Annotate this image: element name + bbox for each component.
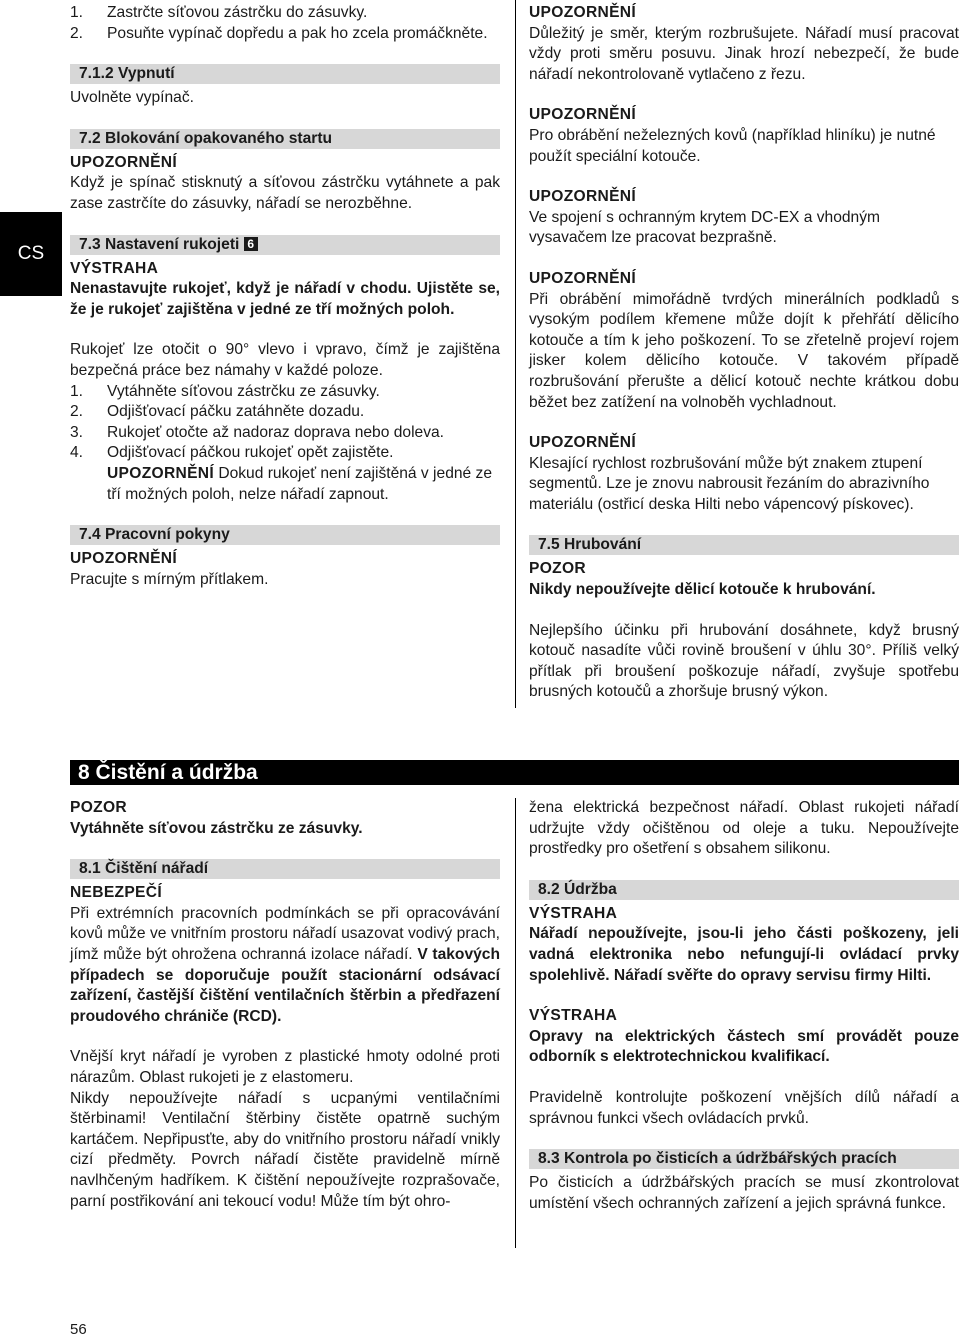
notice-label: UPOZORNĚNÍ (529, 106, 636, 124)
paragraph: Pravidelně kontrolujte poškození vnějších dílů nářadí a správnou funkci všech ovládacích prvků. (529, 1088, 959, 1127)
section-heading-8-3: 8.3 Kontrola po čisticích a údržbářských pracích (529, 1149, 959, 1169)
switch-on-steps (70, 3, 500, 44)
paragraph: žena elektrická bezpečnost nářadí. Oblast rukojeti nářadí udržujte vždy očištěnou od oleje a tuku. Nepoužívejte prostředky pro ošetření s obsahem silikonu. (529, 799, 959, 858)
column-divider-top (515, 0, 516, 708)
paragraph: Nikdy nepoužívejte nářadí s ucpanými ventilačními štěrbinami! Ventilační štěrbiny čistěte opatrně suchým kartáčem. Nepřipusťte, aby do vnitřního prostoru nářadí vnikly cizí předměty. Povrch nářadí čistěte pravidelně mírně navlhčeným hadříkem. K čištění nepoužívejte rozprašovače, parní postřikování ani tekoucí vodu! Může tím být ohro- (70, 1089, 500, 1210)
warning-text: Nikdy nepoužívejte dělicí kotouče k hrubování. (529, 581, 876, 599)
danger-label: NEBEZPEČÍ (70, 884, 162, 902)
right-column-top (529, 3, 959, 723)
section-heading-7-5: 7.5 Hrubování (529, 535, 959, 555)
handle-note: UPOZORNĚNÍ Dokud rukojeť není zajištěná v jedné ze tří možných poloh, nelze nářadí zapnout. (107, 464, 493, 503)
paragraph: Ve spojení s ochranným krytem DC-EX a vhodným vysavačem lze pracovat bezprašně. (529, 208, 881, 247)
list-item: 1. Zastrčte síťovou zástrčku do zásuvky. (70, 4, 368, 21)
warning-text: Nářadí nepoužívejte, jsou-li jeho části poškozeny, jeli vadná elektronika nebo nefungují-li ovládací prvky spolehlivě. Nářadí svěřte do opravy servisu firmy Hilti. (529, 925, 959, 984)
section-heading-7-4: 7.4 Pracovní pokyny (70, 525, 500, 545)
language-tab: CS (0, 212, 62, 296)
list-item: 3. Rukojeť otočte až nadoraz doprava nebo doleva. (70, 423, 445, 441)
notice-label: UPOZORNĚNÍ (529, 188, 636, 206)
warning-text: Nenastavujte rukojeť, když je nářadí v chodu. Ujistěte se, že je rukojeť zajištěna v jedné ze tří možných poloh. (70, 280, 500, 318)
list-item: 2. Posuňte vypínač dopředu a pak ho zcela promáčkněte. (70, 24, 488, 42)
paragraph: Pro obrábění neželezných kovů (například hliníku) je nutné použít speciální kotouče. (529, 126, 936, 165)
list-item: 4. Odjišťovací páčkou rukojeť opět zajistěte. (70, 444, 394, 462)
section-heading-7-2: 7.2 Blokování opakovaného startu (70, 129, 500, 149)
figure-reference-icon: 6 (244, 237, 258, 251)
paragraph: Pracujte s mírným přítlakem. (70, 570, 269, 588)
section-heading-8-1: 8.1 Čištění nářadí (70, 859, 500, 879)
warning-label: VÝSTRAHA (70, 259, 159, 277)
warning-text: Opravy na elektrických částech smí provádět pouze odborník s elektrotechnickou kvalifikací. (529, 1027, 959, 1066)
section-heading-7-1-2: 7.1.2 Vypnutí (70, 64, 500, 84)
paragraph: Vnější kryt nářadí je vyroben z plastické hmoty odolné proti nárazům. Oblast rukojeti je z elastomeru. (70, 1048, 500, 1086)
page-number: 56 (70, 1321, 87, 1338)
handle-steps (70, 382, 500, 464)
list-item: 1. Vytáhněte síťovou zástrčku ze zásuvky. (70, 382, 380, 400)
warning-label: VÝSTRAHA (529, 904, 618, 922)
warning-text: Vytáhněte síťovou zástrčku ze zásuvky. (70, 819, 363, 837)
column-divider-bottom (515, 798, 516, 1248)
caution-label: POZOR (529, 560, 586, 578)
section-heading-7-3: 7.3 Nastavení rukojeti 6 (70, 235, 500, 255)
paragraph: Důležitý je směr, kterým rozbrušujete. Nářadí musí pracovat vždy proti směru posuvu. Jinak hrozí nebezpečí, že bude nářadí nekontrolovaně vytlačeno z řezu. (529, 24, 959, 83)
notice-label: UPOZORNĚNÍ (529, 434, 636, 452)
caution-label: POZOR (70, 799, 127, 816)
paragraph: Nejlepšího účinku při hrubování dosáhnete, když brusný kotouč nasadíte vůči rovině broušení v úhlu 30°. Příliš velký přítlak při broušení poškozuje nářadí, zvyšuje spotřebu brusných kotoučů a zhoršuje brusný výkon. (529, 621, 959, 701)
notice-label: UPOZORNĚNÍ (529, 269, 636, 287)
paragraph: Klesající rychlost rozbrušování může být znakem ztupení segmentů. Lze je znovu nabrousit řezáním do abrazivního materiálu (ostřicí deska Hilti nebo vápencový pískovec). (529, 454, 930, 513)
left-column-bottom (70, 798, 500, 1212)
notice-label: UPOZORNĚNÍ (70, 550, 177, 568)
notice-label: UPOZORNĚNÍ (70, 153, 177, 171)
left-column-top (70, 3, 500, 610)
paragraph: Uvolněte vypínač. (70, 89, 194, 107)
paragraph: Rukojeť lze otočit o 90° vlevo i vpravo, čímž je zajištěna bezpečná práce bez námahy v každé poloze. (70, 341, 500, 379)
list-item: 2. Odjišťovací páčku zatáhněte dozadu. (70, 403, 365, 421)
section-heading-8-2: 8.2 Údržba (529, 880, 959, 900)
warning-label: VÝSTRAHA (529, 1007, 618, 1025)
paragraph: Při obrábění mimořádně tvrdých minerálních podkladů s vysokým podílem křemene může dojít k přehřátí dělicího kotouče a tím k jeho poškození. To se zřetelně projeví rojem jisker kolem dělicího kotouče. V takovém případě rozbrušování přerušte a dělicí kotouč nechte krátkou dobu běžet bez zatížení na volnoběh vychladnout. (529, 290, 959, 411)
chapter-heading: 8 Čistění a údržba (70, 760, 959, 785)
danger-text: Při extrémních pracovních podmínkách se při opracovávání kovů může ve vnitřním prostoru nářadí usazovat vodivý prach, jímž může být ohrožena ochranná izolace nářadí. V takových případech se doporučuje použít stacionární odsávací zařízení, častější čištění ventilačních štěrbin a předřazení proudového chrániče (RCD). (70, 904, 500, 1025)
paragraph: Po čisticích a údržbářských pracích se musí zkontrolovat umístění všech ochranných zařízení a jejich správná funkce. (529, 1174, 959, 1212)
notice-label: UPOZORNĚNÍ (529, 4, 636, 21)
paragraph: Když je spínač stisknutý a síťovou zástrčku vytáhnete a pak zase zastrčíte do zásuvky, nářadí se nerozběhne. (70, 174, 500, 212)
right-column-bottom (529, 798, 959, 1234)
